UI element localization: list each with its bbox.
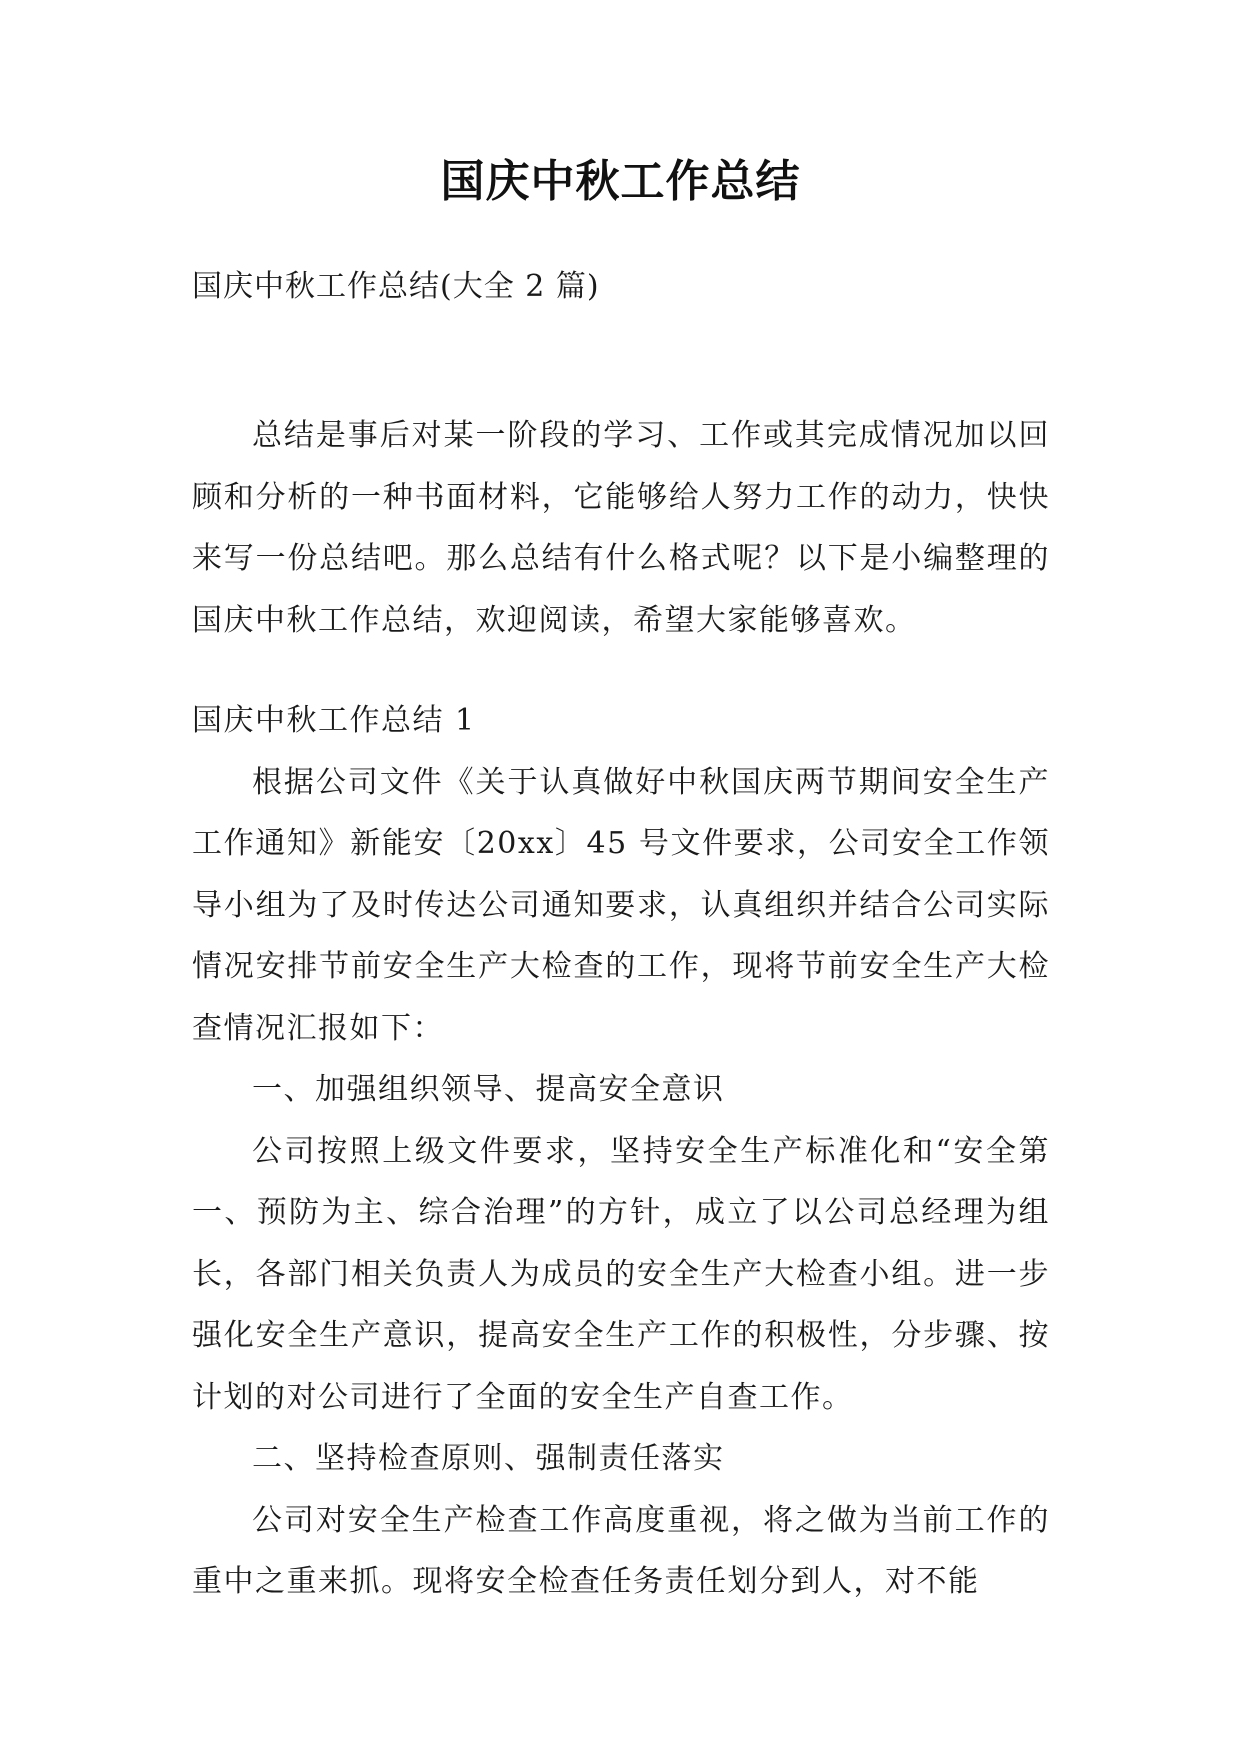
intro-block [192,405,1050,651]
intro-paragraph: 总结是事后对某一阶段的学习、工作或其完成情况加以回顾和分析的一种书面材料，它能够给人努力工作的动力，快快来写一份总结吧。那么总结有什么格式呢？以下是小编整理的国庆中秋工作总结，欢迎阅读，希望大家能够喜欢。 [192,418,1050,638]
section-1 [192,690,1050,1613]
section-heading: 国庆中秋工作总结 1 [192,703,476,738]
body-paragraph: 公司按照上级文件要求，坚持安全生产标准化和“安全第一、预防为主、综合治理”的方针，成立了以公司总经理为组长，各部门相关负责人为成员的安全生产大检查小组。进一步强化安全生产意识，提高安全生产工作的积极性，分步骤、按计划的对公司进行了全面的安全生产自查工作。 [192,1133,1050,1415]
document-subtitle: 国庆中秋工作总结(大全 2 篇) [192,269,600,304]
subheading-1: 一、加强组织领导、提高安全意识 [252,1072,725,1107]
subheading-2: 二、坚持检查原则、强制责任落实 [252,1441,725,1476]
body-paragraph: 根据公司文件《关于认真做好中秋国庆两节期间安全生产工作通知》新能安〔20xx〕45 号文件要求，公司安全工作领导小组为了及时传达公司通知要求，认真组织并结合公司实际情况安排节前安全生产大检查的工作，现将节前安全生产大检查情况汇报如下： [192,764,1050,1046]
body-paragraph: 公司对安全生产检查工作高度重视，将之做为当前工作的重中之重来抓。现将安全检查任务责任划分到人，对不能 [192,1502,1050,1599]
document-title: 国庆中秋工作总结 [440,156,801,207]
